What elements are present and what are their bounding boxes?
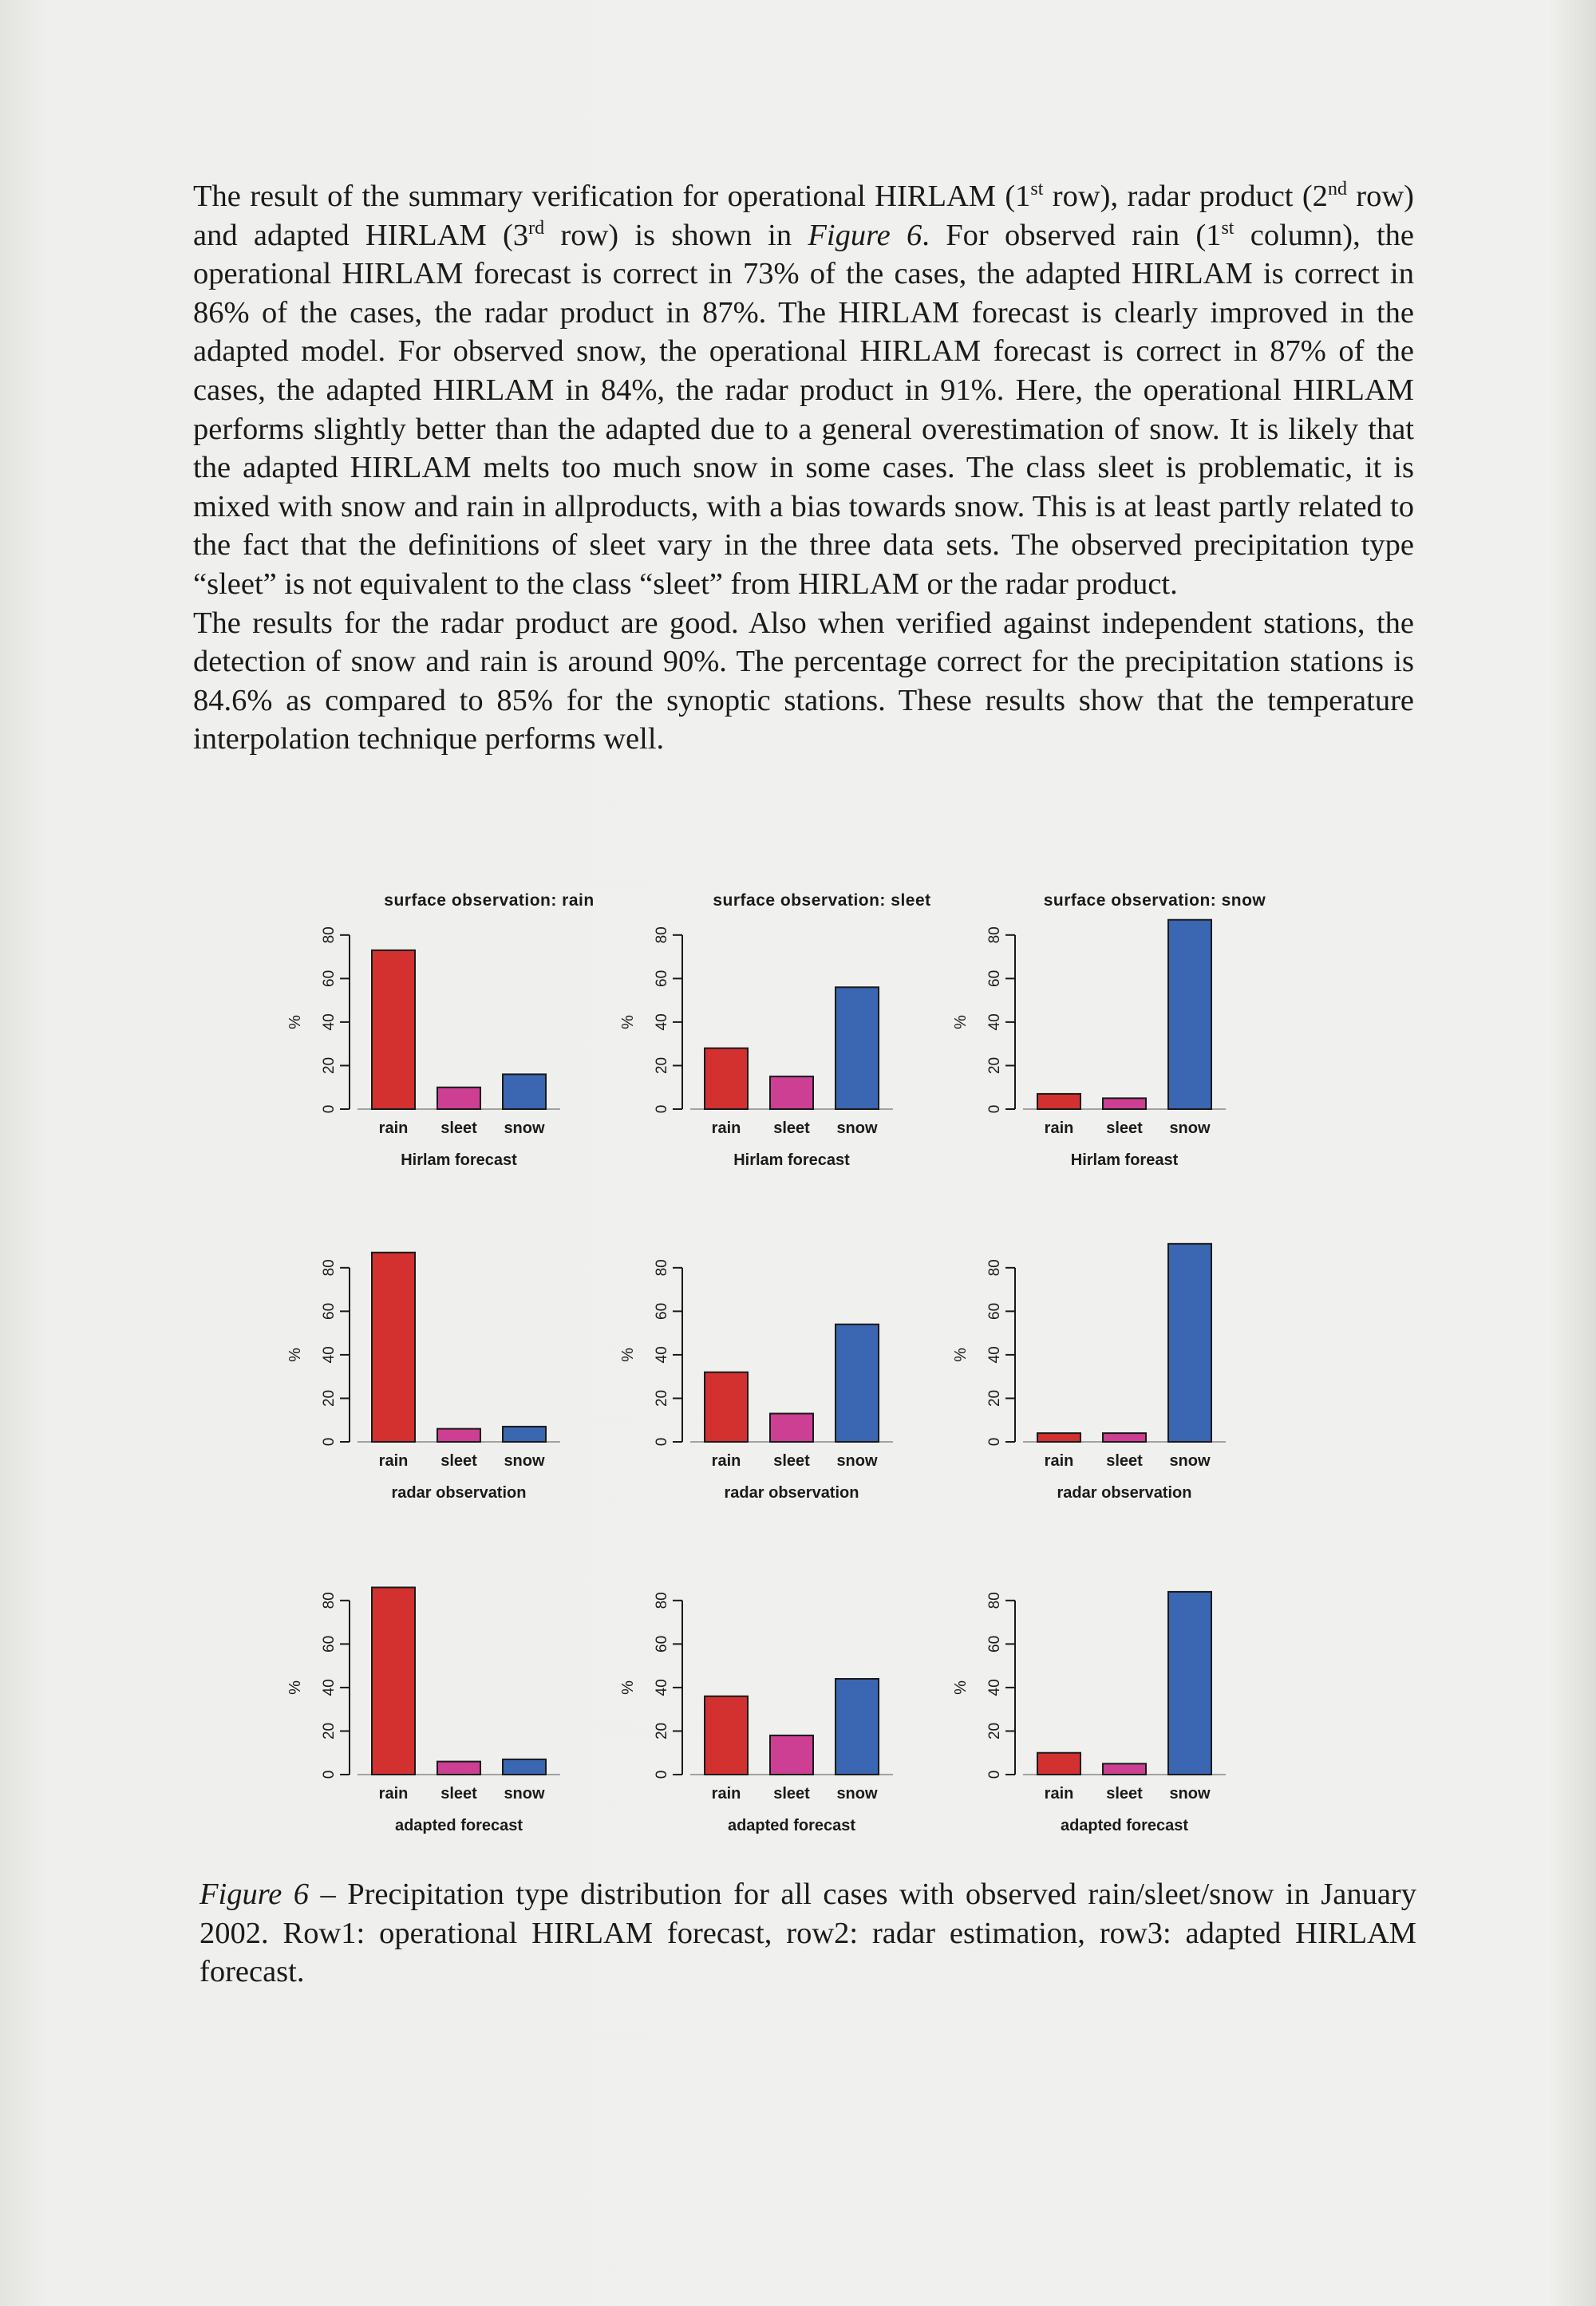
x-category-label: sleet bbox=[773, 1785, 810, 1803]
y-tick-label: 80 bbox=[321, 926, 338, 944]
x-axis-label: adapted forecast bbox=[394, 1817, 523, 1834]
bar-sleet bbox=[1103, 1098, 1146, 1109]
chart-panel bbox=[953, 882, 1288, 1201]
y-axis-label: % bbox=[952, 1680, 970, 1695]
x-category-label: snow bbox=[836, 1785, 878, 1803]
bar-snow bbox=[836, 1325, 879, 1442]
y-axis-label: % bbox=[286, 1015, 304, 1029]
y-axis-label: % bbox=[619, 1015, 637, 1029]
y-tick-label: 0 bbox=[654, 1104, 670, 1114]
x-axis-label: Hirlam foreast bbox=[1070, 1151, 1179, 1169]
chart-svg bbox=[620, 1547, 955, 1866]
y-tick-label: 40 bbox=[654, 1013, 670, 1031]
chart-svg bbox=[287, 1214, 622, 1534]
x-category-label: rain bbox=[1044, 1119, 1074, 1137]
bar-sleet bbox=[1103, 1763, 1146, 1775]
y-tick-label: 20 bbox=[321, 1722, 338, 1740]
bar-rain bbox=[1037, 1094, 1080, 1109]
chart-panel bbox=[953, 1547, 1288, 1866]
y-tick-label: 80 bbox=[654, 926, 670, 944]
x-category-label: rain bbox=[711, 1785, 741, 1803]
y-tick-label: 40 bbox=[986, 1013, 1003, 1031]
bar-snow bbox=[503, 1759, 546, 1775]
figure-6 bbox=[287, 882, 1484, 1855]
chart-panel bbox=[287, 1214, 622, 1534]
bar-rain bbox=[705, 1372, 748, 1442]
y-tick-label: 40 bbox=[986, 1679, 1003, 1696]
figure-reference: Figure 6 bbox=[808, 218, 922, 252]
chart-svg bbox=[953, 1214, 1288, 1534]
superscript: nd bbox=[1327, 179, 1347, 199]
chart-panel bbox=[620, 1214, 955, 1534]
x-axis-label: adapted forecast bbox=[1060, 1817, 1189, 1834]
x-category-label: rain bbox=[378, 1452, 409, 1470]
y-tick-label: 40 bbox=[321, 1679, 338, 1696]
x-category-label: snow bbox=[504, 1785, 545, 1803]
y-tick-label: 20 bbox=[986, 1722, 1003, 1740]
x-category-label: snow bbox=[836, 1452, 878, 1470]
bar-snow bbox=[503, 1074, 546, 1109]
bar-rain bbox=[705, 1048, 748, 1109]
y-axis-label: % bbox=[952, 1348, 970, 1362]
x-category-label: sleet bbox=[1106, 1785, 1143, 1803]
y-tick-label: 0 bbox=[321, 1437, 338, 1447]
chart-panel bbox=[287, 882, 622, 1201]
chart-svg bbox=[620, 882, 955, 1201]
bar-rain bbox=[372, 1587, 415, 1775]
y-tick-label: 80 bbox=[986, 1592, 1003, 1609]
text-run: row) is shown in bbox=[544, 218, 808, 252]
x-category-label: rain bbox=[1044, 1785, 1074, 1803]
y-tick-label: 80 bbox=[654, 1592, 670, 1609]
x-category-label: rain bbox=[711, 1119, 741, 1137]
y-axis-label: % bbox=[952, 1015, 970, 1029]
bar-sleet bbox=[437, 1088, 480, 1109]
y-tick-label: 40 bbox=[654, 1679, 670, 1696]
y-tick-label: 60 bbox=[321, 1635, 338, 1653]
bar-snow bbox=[1168, 1592, 1211, 1775]
x-category-label: snow bbox=[504, 1452, 545, 1470]
y-tick-label: 60 bbox=[654, 1302, 670, 1320]
x-category-label: rain bbox=[378, 1785, 409, 1803]
y-tick-label: 80 bbox=[654, 1259, 670, 1277]
y-tick-label: 40 bbox=[321, 1013, 338, 1031]
bar-rain bbox=[372, 1253, 415, 1442]
y-tick-label: 40 bbox=[321, 1346, 338, 1364]
x-category-label: sleet bbox=[440, 1119, 477, 1137]
superscript: st bbox=[1221, 217, 1235, 239]
y-tick-label: 0 bbox=[321, 1104, 338, 1114]
paragraph-2: The results for the radar product are good. Also when verified against independent stations, the detection of snow and rain is around 90%. The percentage correct for the precipitation stations is 84.6% as compared to 85% for the synoptic stations. These results show that the temperature interpolation technique performs well. bbox=[193, 606, 1414, 756]
y-tick-label: 80 bbox=[321, 1259, 338, 1277]
x-axis-label: radar observation bbox=[391, 1484, 527, 1502]
chart-panel bbox=[620, 1547, 955, 1866]
bar-snow bbox=[1168, 920, 1211, 1109]
x-axis-label: Hirlam forecast bbox=[733, 1151, 850, 1169]
chart-svg bbox=[287, 882, 622, 1201]
y-axis-label: % bbox=[286, 1680, 304, 1695]
bar-sleet bbox=[437, 1429, 480, 1442]
bar-rain bbox=[1037, 1753, 1080, 1775]
y-tick-label: 20 bbox=[321, 1389, 338, 1408]
chart-title: surface observation: snow bbox=[1043, 891, 1266, 910]
chart-panel bbox=[620, 882, 955, 1201]
y-tick-label: 0 bbox=[986, 1770, 1003, 1779]
y-tick-label: 60 bbox=[654, 1635, 670, 1653]
text-run: . For observed rain (1 bbox=[922, 218, 1222, 252]
chart-panel bbox=[953, 1214, 1288, 1534]
chart-panel bbox=[287, 1547, 622, 1866]
y-tick-label: 40 bbox=[654, 1346, 670, 1364]
x-axis-label: adapted forecast bbox=[727, 1817, 856, 1834]
y-axis-label: % bbox=[619, 1680, 637, 1695]
y-tick-label: 80 bbox=[986, 926, 1003, 944]
bar-snow bbox=[1168, 1244, 1211, 1442]
y-tick-label: 20 bbox=[654, 1056, 670, 1075]
y-tick-label: 80 bbox=[986, 1259, 1003, 1277]
superscript: rd bbox=[528, 217, 545, 239]
x-axis-label: Hirlam forecast bbox=[401, 1151, 517, 1169]
y-tick-label: 0 bbox=[654, 1770, 670, 1779]
y-tick-label: 0 bbox=[321, 1770, 338, 1779]
bar-sleet bbox=[437, 1762, 480, 1775]
text-run: row) and adapted HIRLAM (3 bbox=[193, 180, 1414, 252]
bar-sleet bbox=[770, 1735, 813, 1775]
y-tick-label: 40 bbox=[986, 1346, 1003, 1364]
y-tick-label: 0 bbox=[654, 1437, 670, 1447]
y-tick-label: 60 bbox=[321, 1302, 338, 1320]
x-category-label: rain bbox=[711, 1452, 741, 1470]
bar-snow bbox=[836, 1679, 879, 1775]
y-tick-label: 20 bbox=[321, 1056, 338, 1075]
x-axis-label: radar observation bbox=[724, 1484, 859, 1502]
x-category-label: rain bbox=[378, 1119, 409, 1137]
x-category-label: snow bbox=[1169, 1452, 1211, 1470]
chart-svg bbox=[287, 1547, 622, 1866]
x-category-label: rain bbox=[1044, 1452, 1074, 1470]
caption-figure-label: Figure 6 bbox=[200, 1878, 310, 1911]
x-category-label: sleet bbox=[440, 1785, 477, 1803]
bar-sleet bbox=[770, 1076, 813, 1109]
y-tick-label: 20 bbox=[986, 1056, 1003, 1075]
y-tick-label: 60 bbox=[986, 969, 1003, 987]
y-tick-label: 80 bbox=[321, 1592, 338, 1609]
y-tick-label: 0 bbox=[986, 1437, 1003, 1447]
text-run: The result of the summary verification for operational HIRLAM (1 bbox=[193, 180, 1031, 213]
y-tick-label: 20 bbox=[654, 1722, 670, 1740]
x-category-label: snow bbox=[836, 1119, 878, 1137]
y-tick-label: 20 bbox=[986, 1389, 1003, 1408]
y-axis-label: % bbox=[286, 1348, 304, 1362]
y-tick-label: 60 bbox=[654, 969, 670, 987]
x-axis-label: radar observation bbox=[1057, 1484, 1192, 1502]
body-text bbox=[193, 177, 1414, 759]
chart-title: surface observation: sleet bbox=[713, 891, 931, 910]
x-category-label: sleet bbox=[773, 1119, 810, 1137]
paragraph-1 bbox=[193, 177, 1414, 604]
x-category-label: sleet bbox=[1106, 1452, 1143, 1470]
bar-sleet bbox=[1103, 1433, 1146, 1442]
x-category-label: snow bbox=[1169, 1119, 1211, 1137]
y-tick-label: 60 bbox=[321, 969, 338, 987]
text-run: row), radar product (2 bbox=[1043, 180, 1328, 213]
chart-svg bbox=[953, 1547, 1288, 1866]
text-run: column), the operational HIRLAM forecast is correct in 73% of the cases, the adapted HIRLAM is correct in 86% of the cases, the radar product in 87%. The HIRLAM forecast is clearly improved in the adapted model. For observed snow, the operational HIRLAM forecast is correct in 87% of the cases, the adapted HIRLAM in 84%, the radar product in 91%. Here, the operational HIRLAM performs slightly better than the adapted due to a general overestimation of snow. It is likely that the adapted HIRLAM melts too much snow in some cases. The class sleet is problematic, it is mixed with snow and rain in allproducts, with a bias towards snow. This is at least partly related to the fact that the definitions of sleet vary in the three data sets. The observed precipitation type “sleet” is not equivalent to the class “sleet” from HIRLAM or the radar product. bbox=[193, 218, 1415, 601]
y-tick-label: 60 bbox=[986, 1635, 1003, 1653]
x-category-label: sleet bbox=[773, 1452, 810, 1470]
y-tick-label: 0 bbox=[986, 1104, 1003, 1114]
bar-snow bbox=[836, 987, 879, 1109]
bar-rain bbox=[705, 1696, 748, 1775]
y-tick-label: 60 bbox=[986, 1302, 1003, 1320]
bar-rain bbox=[372, 950, 415, 1109]
y-axis-label: % bbox=[619, 1348, 637, 1362]
bar-snow bbox=[503, 1427, 546, 1442]
bar-rain bbox=[1037, 1433, 1080, 1442]
x-category-label: snow bbox=[1169, 1785, 1211, 1803]
chart-svg bbox=[620, 1214, 955, 1534]
caption-text: – Precipitation type distribution for all cases with observed rain/sleet/snow in January 2002. Row1: operational HIRLAM forecast, row2: radar estimation, row3: adapted HIRLAM forecast. bbox=[200, 1878, 1417, 1989]
superscript: st bbox=[1030, 179, 1044, 199]
chart-title: surface observation: rain bbox=[384, 891, 595, 910]
x-category-label: sleet bbox=[440, 1452, 477, 1470]
x-category-label: sleet bbox=[1106, 1119, 1143, 1137]
x-category-label: snow bbox=[504, 1119, 545, 1137]
chart-svg bbox=[953, 882, 1288, 1201]
figure-caption bbox=[200, 1875, 1416, 1992]
y-tick-label: 20 bbox=[654, 1389, 670, 1408]
bar-sleet bbox=[770, 1414, 813, 1442]
